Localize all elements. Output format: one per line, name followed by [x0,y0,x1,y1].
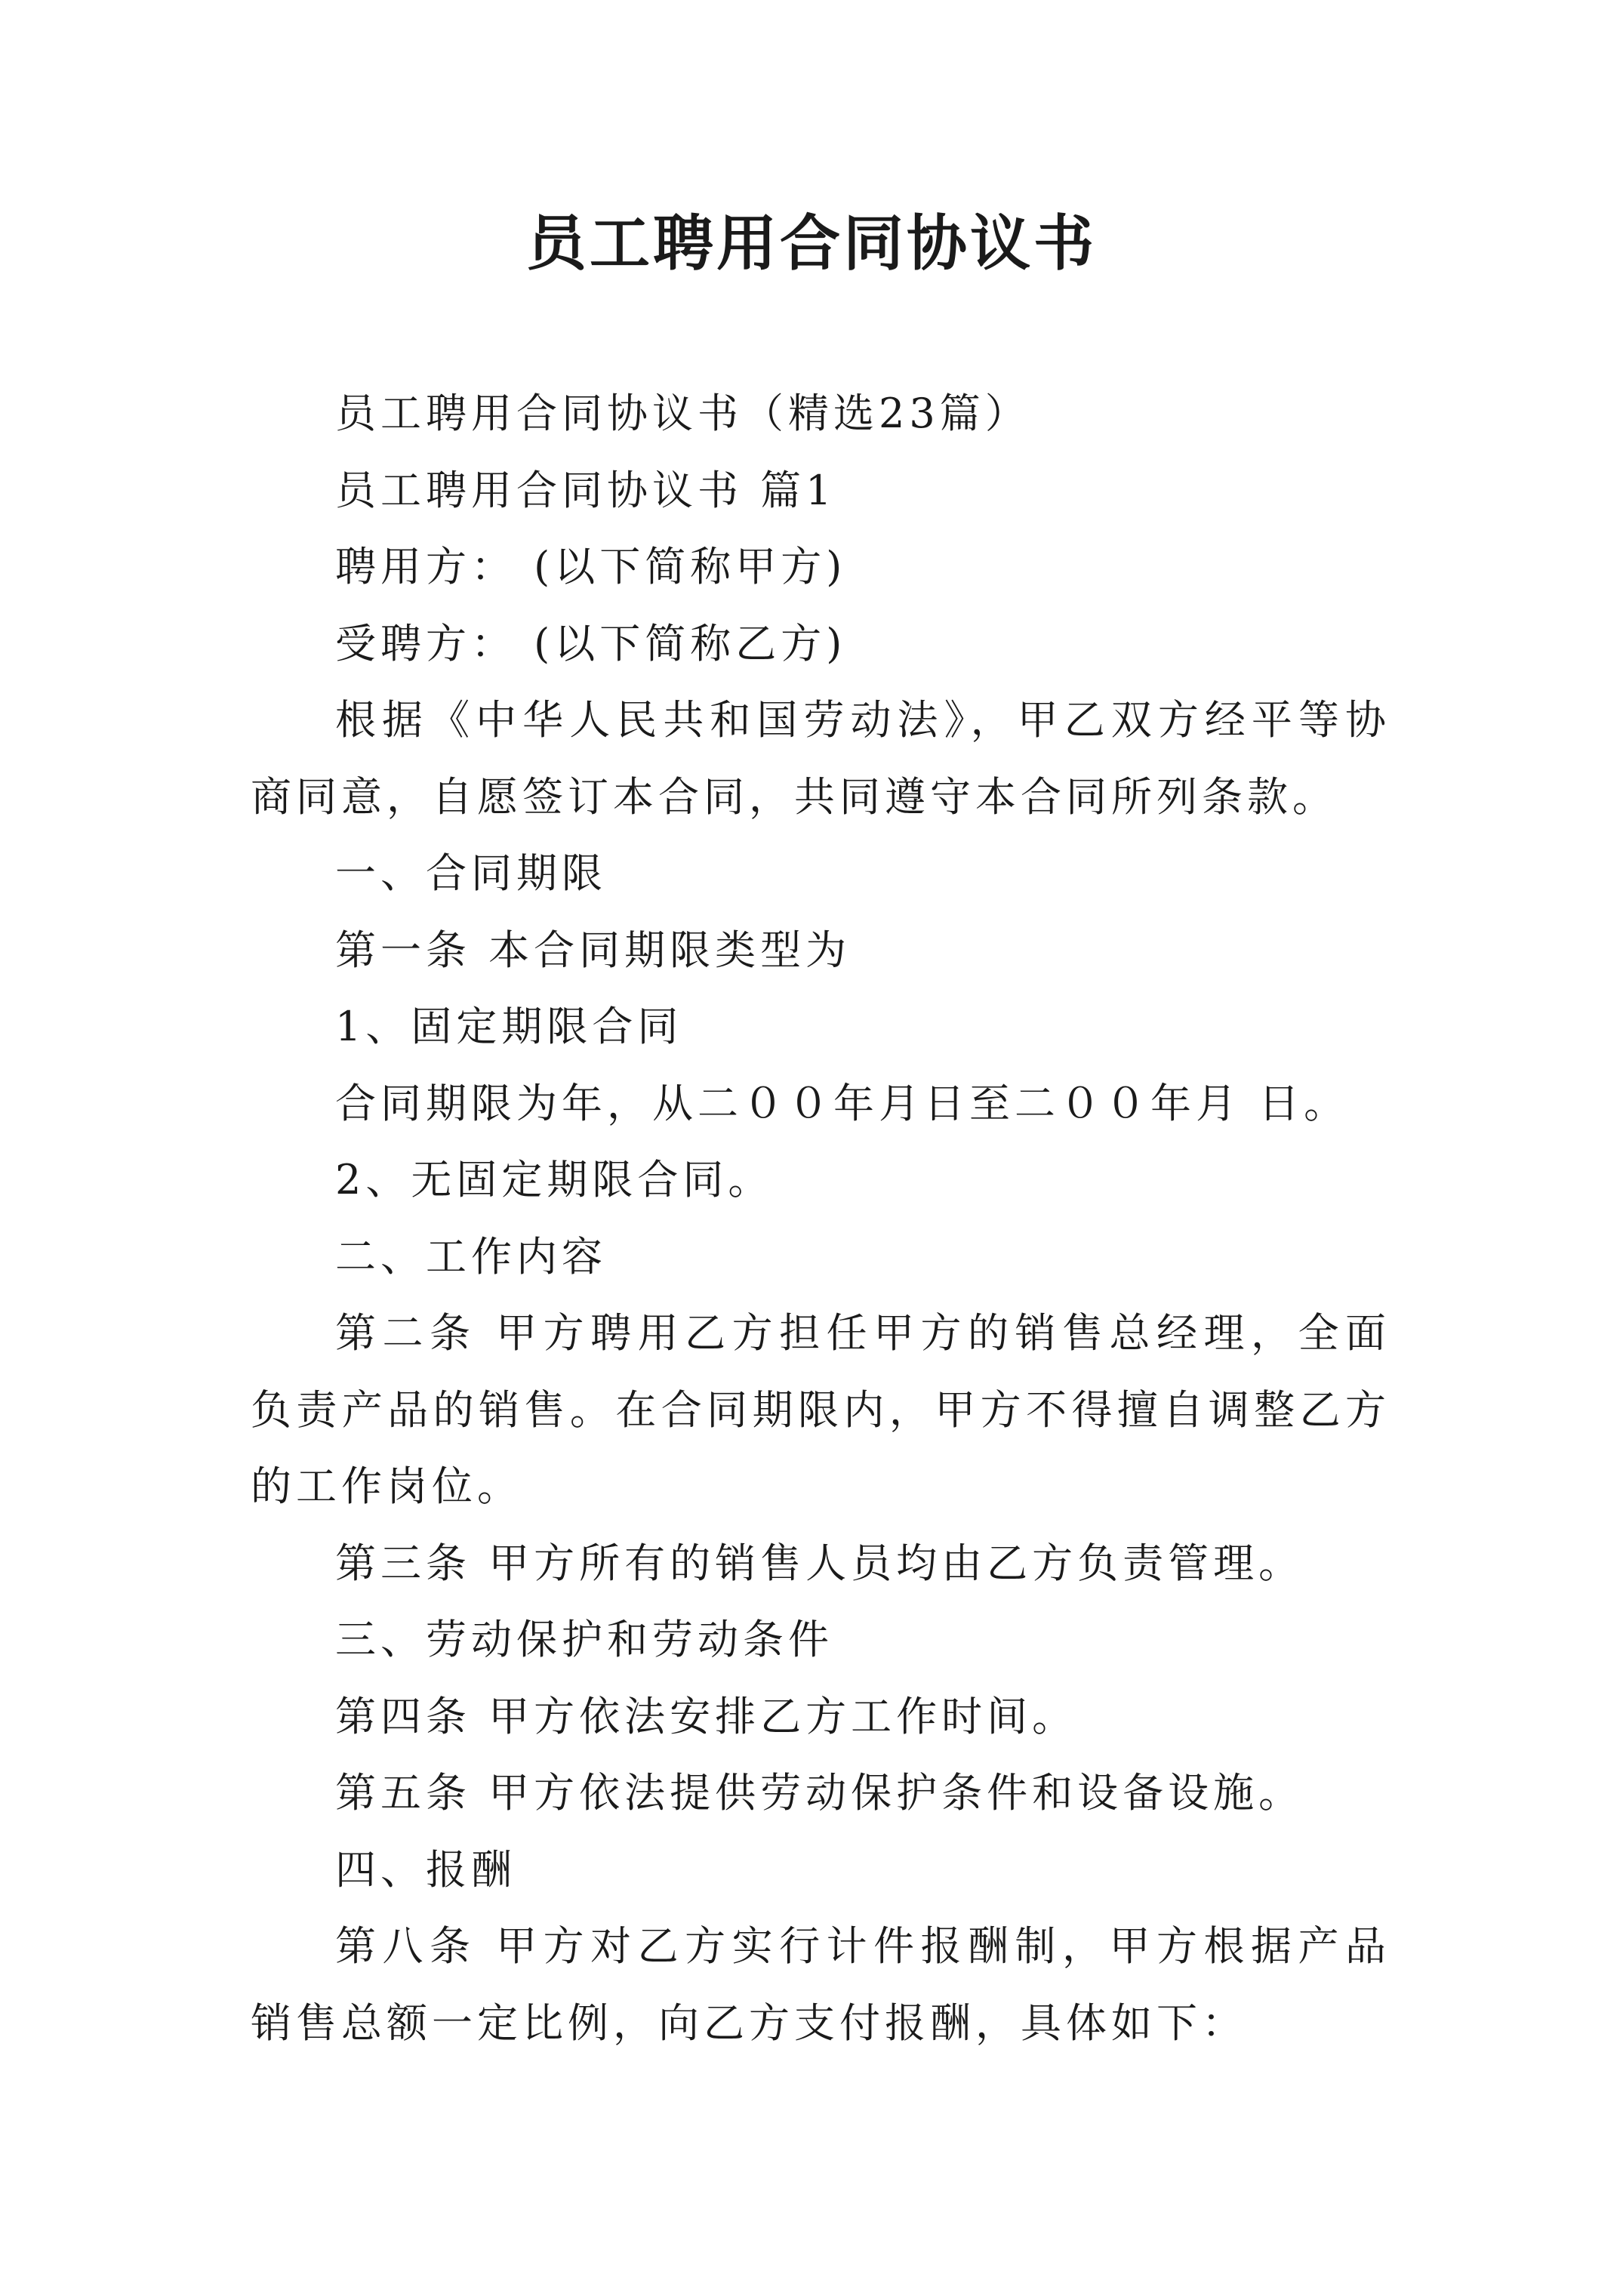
section-heading: 二、工作内容 [335,1232,607,1281]
paragraph: 受聘方： (以下简称乙方) [335,619,847,667]
section-heading: 四、报酬 [335,1845,516,1894]
paragraph: 员工聘用合同协议书（精选23篇） [335,390,1030,437]
section-heading: 三、劳动保护和劳动条件 [335,1616,833,1663]
paragraph: 1、固定期限合同 [335,1003,683,1050]
paragraph: 员工聘用合同协议书 篇1 [335,466,836,514]
paragraph: 2、无固定期限合同。 [335,1156,774,1203]
section-heading: 一、合同期限 [335,849,607,897]
paragraph: 第一条 本合同期限类型为 [335,926,852,974]
document-title: 员工聘用合同协议书 [526,208,1097,279]
paragraph: 聘用方： (以下简称甲方) [335,543,847,590]
paragraph: 第四条 甲方依法安排乙方工作时间。 [335,1692,1078,1740]
paragraph: 第三条 甲方所有的销售人员均由乙方负责管理。 [335,1539,1304,1587]
paragraph: 合同期限为年，从二００年月日至二００年月 日。 [335,1079,1350,1127]
paragraph: 第八条 甲方对乙方实行计件报酬制，甲方根据产品销售总额一定比例，向乙方支付报酬，具体如下： [251,1922,1390,2047]
paragraph: 根据《中华人民共和国劳动法》，甲乙双方经平等协商同意，自愿签订本合同，共同遵守本合同所列条款。 [251,696,1390,821]
paragraph: 第五条 甲方依法提供劳动保护条件和设备设施。 [335,1769,1304,1817]
document-body [251,375,1390,2061]
paragraph: 第二条 甲方聘用乙方担任甲方的销售总经理，全面负责产品的销售。在合同期限内，甲方不得擅自调整乙方的工作岗位。 [251,1309,1390,1510]
